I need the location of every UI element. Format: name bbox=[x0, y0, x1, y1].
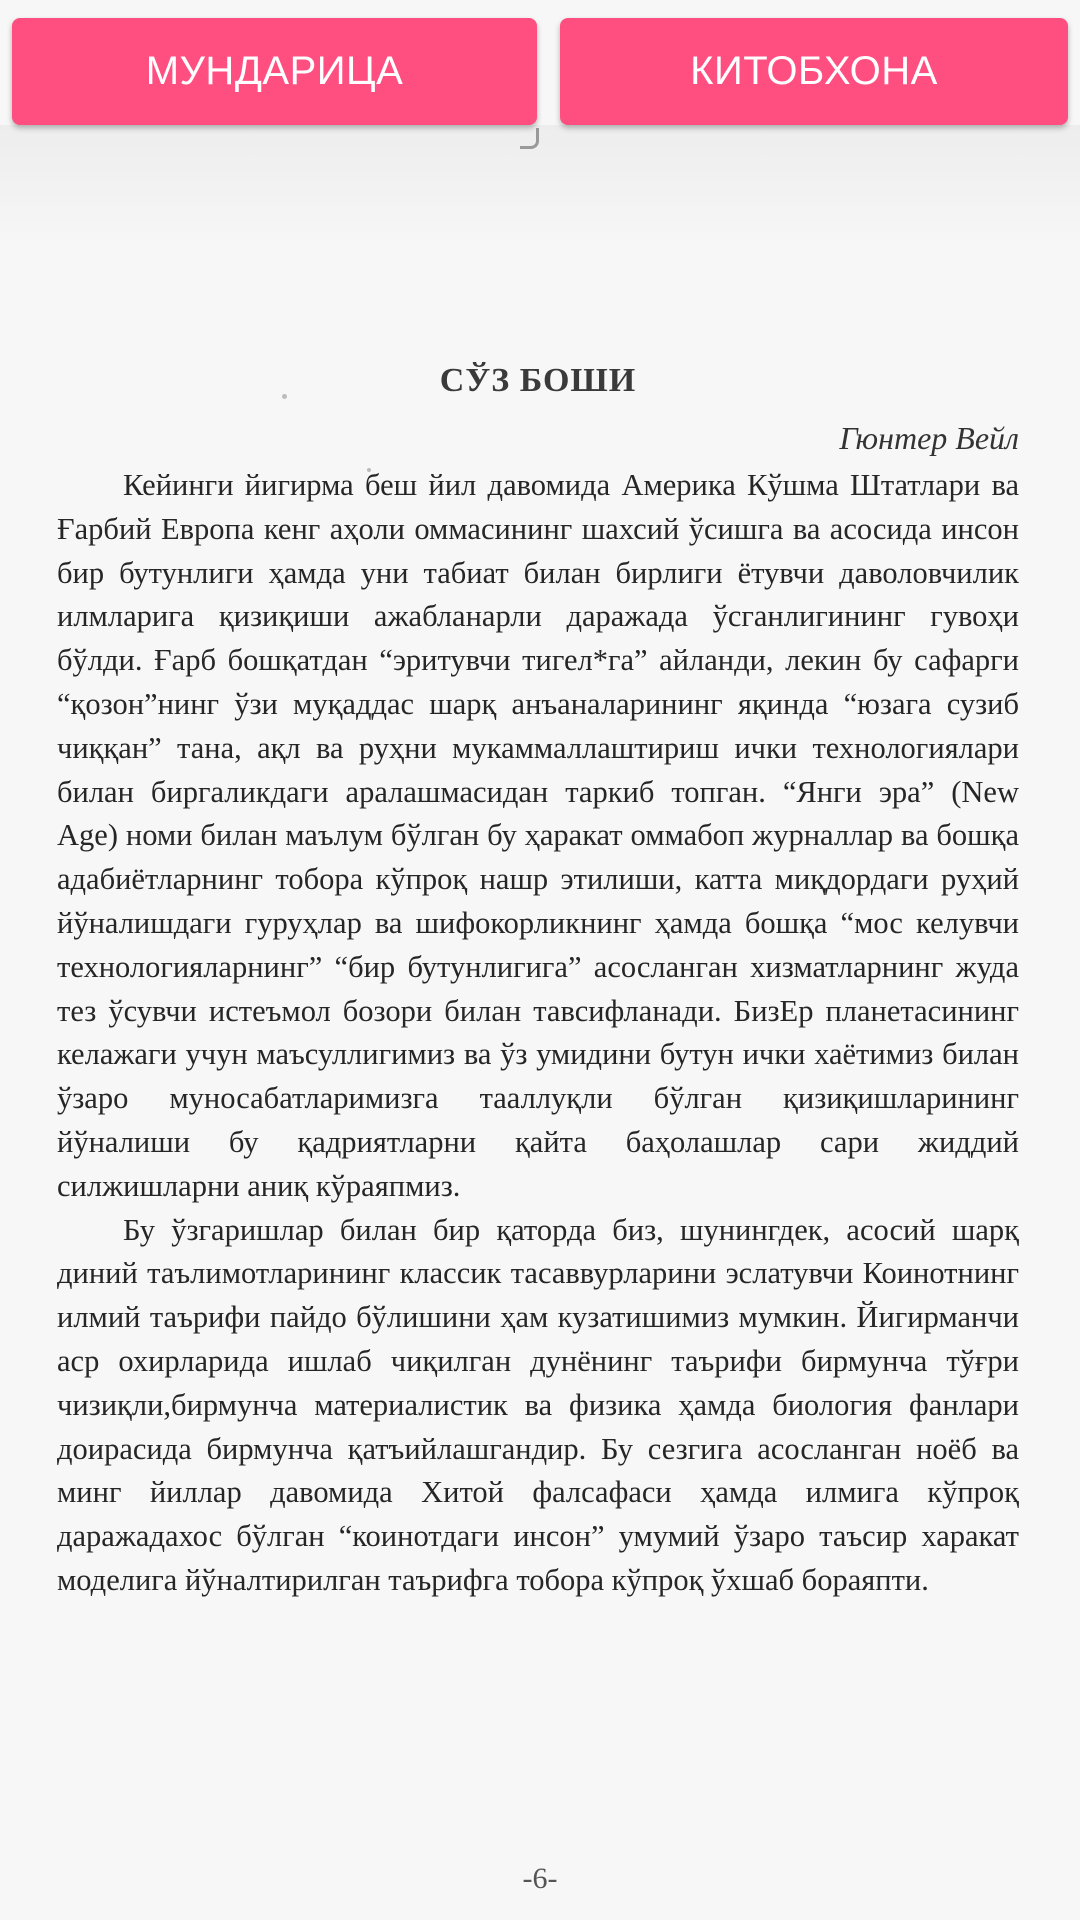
author-name: Гюнтер Вейл bbox=[839, 420, 1019, 456]
page-number: -6- bbox=[522, 1862, 558, 1895]
page-content bbox=[57, 350, 1019, 1603]
page-scan-shadow bbox=[0, 125, 1080, 240]
top-toolbar bbox=[0, 0, 1080, 135]
contents-button[interactable]: МУНДАРИЦА bbox=[12, 18, 537, 125]
paragraph: Бу ўзгаришлар билан бир қаторда биз, шунингдек, асосий шарқ диний таълимотларининг классик тасаввурларини эслатувчи Коинотнинг илмий таърифи пайдо бўлишини ҳам кузатишимиз мумкин. Йигирманчи аср охирларида ишлаб чиқилган дунёнинг таърифи бирмунча тўғри чизиқли,бирмунча материалистик ва физика ҳамда биология фанлари доирасида бирмунча қатъийлашгандир. Бу сезгига асосланган ноёб ва минг йиллар давомида Хитой фалсафаси ҳамда илмига кўпроқ даражадахос бўлган “коинотдаги инсон” умумий ўзаро таъсир харакат моделига йўналтирилган таърифга тобора кўпроқ ўхшаб бораяпти. bbox=[57, 1212, 1019, 1597]
page-title: СЎЗ БОШИ bbox=[439, 362, 637, 399]
paragraph: Кейинги йигирма беш йил давомида Америка Кўшма Штатлари ва Ғарбий Европа кенг аҳоли оммасининг шахсий ўсишга ва асосида инсон бир бутунлиги ҳамда уни табиат билан бирлиги ётувчи даволовчилик илмларига қизиқиши ажабланарли даражада ўсганлигининг гувоҳи бўлди. Ғарб бошқатдан “эритувчи тигел*га” айланди, лекин бу сафарги “қозон”нинг ўзи муқаддас шарқ анъаналарининг яқинда “юзага сузиб чиққан” тана, ақл ва руҳни мукаммаллаштириш ички технологиялари билан биргаликдаги аралашмасидан таркиб топган. “Янги эра” (New Age) номи билан маълум бўлган бу ҳаракат оммабоп журналлар ва бошқа адабиётларнинг тобора кўпроқ нашр этилиши, катта миқдордаги руҳий йўналишдаги гуруҳлар ва шифокорликнинг ҳамда бошқа “мос келувчи технологияларнинг” “бир бутунлигига” асосланган хизматларнинг жуда тез ўсувчи истеъмол бозори билан тавсифланади. БизЕр планетасининг келажаги учун маъсуллигимиз ва ўз умидини бутун ички хаётимиз билан ўзаро муносабатларимизга тааллуқли бўлган қизиқишларининг йўналиши бу қадриятларни қайта баҳолашлар сари жиддий силжишларни аниқ кўраяпмиз. bbox=[57, 468, 1019, 1203]
library-button[interactable]: КИТОБХОНА bbox=[560, 18, 1068, 125]
